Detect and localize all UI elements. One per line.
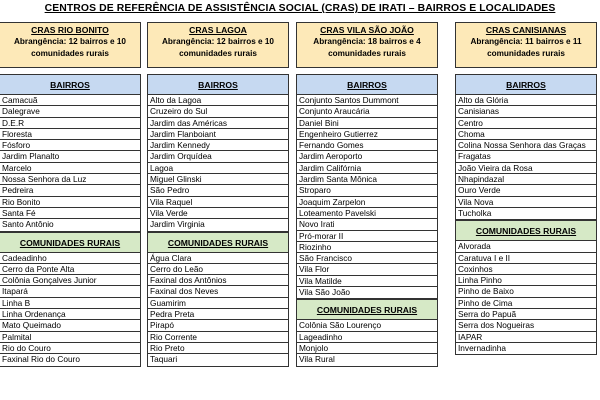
bairros-heading: BAIRROS bbox=[296, 74, 438, 94]
list-item: Faxinal Rio do Couro bbox=[2, 354, 80, 365]
list-item: Serra do Papuã bbox=[456, 309, 596, 320]
list-item: Taquari bbox=[150, 354, 178, 365]
cras-name: CRAS RIO BONITO bbox=[31, 25, 109, 35]
list-item: D.E.R bbox=[0, 118, 140, 129]
list-item: Faxinal dos Antônios bbox=[148, 275, 288, 286]
list-item: Cadeadinho bbox=[0, 253, 140, 264]
cras-header bbox=[455, 22, 597, 68]
list-item: Pedreira bbox=[0, 185, 140, 196]
list-item: Loteamento Pavelski bbox=[297, 208, 437, 219]
list-item: Pinho de Baixo bbox=[456, 286, 596, 297]
list-item: Linha Ordenança bbox=[0, 309, 140, 320]
list-item: Santa Fé bbox=[0, 208, 140, 219]
list-item: Pedra Preta bbox=[148, 309, 288, 320]
list-item: Vila São João bbox=[299, 287, 351, 298]
page-title: CENTROS DE REFERÊNCIA DE ASSISTÊNCIA SOCIAL (CRAS) DE IRATI – BAIRROS E LOCALIDADES bbox=[44, 3, 556, 14]
list-item: Jardim Orquídea bbox=[148, 151, 288, 162]
comunidades-heading: COMUNIDADES RURAIS bbox=[0, 232, 141, 252]
list-item: Vila Raquel bbox=[148, 197, 288, 208]
cras-scope: Abrangência: 18 bairros e 4 comunidades rurais bbox=[313, 37, 421, 58]
list-item: Engenheiro Gutierrez bbox=[297, 129, 437, 140]
list-item: Lageadinho bbox=[297, 332, 437, 343]
comunidades-heading: COMUNIDADES RURAIS bbox=[147, 232, 289, 252]
list-item: Vila Nova bbox=[456, 197, 596, 208]
list-item: Cerro da Ponte Alta bbox=[0, 264, 140, 275]
list-item: Miguel Glinski bbox=[148, 174, 288, 185]
list-item: Ouro Verde bbox=[456, 185, 596, 196]
list-item: Vila Rural bbox=[299, 354, 335, 365]
list-item: Palmital bbox=[0, 332, 140, 343]
bairros-heading: BAIRROS bbox=[455, 74, 597, 94]
cras-column bbox=[296, 22, 438, 367]
list-item: Vila Verde bbox=[148, 208, 288, 219]
list-item: Fósforo bbox=[0, 140, 140, 151]
list-item: Vila Matilde bbox=[297, 276, 437, 287]
list-item: Invernadinha bbox=[458, 342, 506, 353]
list-item: Jardim Califórnia bbox=[297, 163, 437, 174]
list-item: Água Clara bbox=[148, 253, 288, 264]
list-item: São Pedro bbox=[148, 185, 288, 196]
list-item: Caratuva I e II bbox=[456, 253, 596, 264]
list-item: Colônia São Lourenço bbox=[297, 320, 437, 331]
list-item: Rio Bonito bbox=[0, 197, 140, 208]
comunidades-list bbox=[147, 252, 289, 367]
list-item: Colônia Gonçalves Junior bbox=[0, 275, 140, 286]
bairros-list bbox=[147, 94, 289, 232]
bairros-heading: BAIRROS bbox=[0, 74, 141, 94]
list-item: Faxinal dos Neves bbox=[148, 286, 288, 297]
list-item: Camacuã bbox=[0, 95, 140, 106]
list-item: Jardim Flanboiant bbox=[148, 129, 288, 140]
list-item: Tucholka bbox=[458, 207, 492, 218]
list-item: Fernando Gomes bbox=[297, 140, 437, 151]
cras-header bbox=[0, 22, 141, 68]
list-item: Alvorada bbox=[456, 241, 596, 252]
list-item: Jardim Aeroporto bbox=[297, 151, 437, 162]
list-item: Centro bbox=[456, 118, 596, 129]
list-item: Serra dos Nogueiras bbox=[456, 320, 596, 331]
list-item: Vila Flor bbox=[297, 264, 437, 275]
list-item: Cerro do Leão bbox=[148, 264, 288, 275]
list-item: Novo Irati bbox=[297, 219, 437, 230]
list-item: Monjolo bbox=[297, 343, 437, 354]
cras-header bbox=[296, 22, 438, 68]
cras-column bbox=[455, 22, 597, 355]
list-item: Jardim Planalto bbox=[0, 151, 140, 162]
list-item: Stroparo bbox=[297, 185, 437, 196]
list-item: Conjunto Araucária bbox=[297, 106, 437, 117]
list-item: IAPAR bbox=[456, 332, 596, 343]
list-item: Floresta bbox=[0, 129, 140, 140]
cras-column bbox=[0, 22, 141, 367]
list-item: Daniel Bini bbox=[297, 118, 437, 129]
cras-scope: Abrangência: 12 bairros e 10 comunidades rurais bbox=[162, 37, 274, 58]
list-item: Colina Nossa Senhora das Graças bbox=[456, 140, 596, 151]
bairros-list bbox=[455, 94, 597, 220]
list-item: Rio Corrente bbox=[148, 332, 288, 343]
list-item: Cruzeiro do Sul bbox=[148, 106, 288, 117]
list-item: Mato Queimado bbox=[0, 320, 140, 331]
list-item: Linha Pinho bbox=[456, 275, 596, 286]
comunidades-list bbox=[455, 240, 597, 355]
list-item: Choma bbox=[456, 129, 596, 140]
list-item: Alto da Glória bbox=[456, 95, 596, 106]
list-item: Rio do Couro bbox=[0, 343, 140, 354]
list-item: Alto da Lagoa bbox=[148, 95, 288, 106]
list-item: Santo Antônio bbox=[2, 219, 54, 230]
list-item: Marcelo bbox=[0, 163, 140, 174]
list-item: Pró-morar II bbox=[297, 231, 437, 242]
list-item: Pinho de Cima bbox=[456, 298, 596, 309]
list-item: Coxinhos bbox=[456, 264, 596, 275]
list-item: Lagoa bbox=[148, 163, 288, 174]
comunidades-list bbox=[296, 319, 438, 366]
list-item: São Francisco bbox=[297, 253, 437, 264]
cras-name: CRAS VILA SÃO JOÃO bbox=[320, 25, 414, 35]
list-item: Jardim Santa Mônica bbox=[297, 174, 437, 185]
list-item: Guamirim bbox=[148, 298, 288, 309]
list-item: Jardim Virginia bbox=[150, 219, 205, 230]
cras-column bbox=[147, 22, 289, 367]
comunidades-list bbox=[0, 252, 141, 367]
list-item: Dalegrave bbox=[0, 106, 140, 117]
comunidades-heading: COMUNIDADES RURAIS bbox=[455, 220, 597, 240]
cras-name: CRAS LAGOA bbox=[189, 25, 247, 35]
list-item: Itapará bbox=[0, 286, 140, 297]
cras-header bbox=[147, 22, 289, 68]
bairros-heading: BAIRROS bbox=[147, 74, 289, 94]
cras-scope: Abrangência: 12 bairros e 10 comunidades rurais bbox=[14, 37, 126, 58]
cras-scope: Abrangência: 11 bairros e 11 comunidades rurais bbox=[470, 37, 582, 58]
list-item: Conjunto Santos Dummont bbox=[297, 95, 437, 106]
bairros-list bbox=[0, 94, 141, 232]
list-item: Joaquim Zarpelon bbox=[297, 197, 437, 208]
list-item: Nossa Senhora da Luz bbox=[0, 174, 140, 185]
comunidades-heading: COMUNIDADES RURAIS bbox=[296, 299, 438, 319]
list-item: Linha B bbox=[0, 298, 140, 309]
list-item: Canisianas bbox=[456, 106, 596, 117]
list-item: Fragatas bbox=[456, 151, 596, 162]
list-item: Nhapindazal bbox=[456, 174, 596, 185]
list-item: Pirapó bbox=[148, 320, 288, 331]
list-item: Jardim Kennedy bbox=[148, 140, 288, 151]
bairros-list bbox=[296, 94, 438, 299]
list-item: Riozinho bbox=[297, 242, 437, 253]
list-item: Jardim das Américas bbox=[148, 118, 288, 129]
list-item: Rio Preto bbox=[148, 343, 288, 354]
cras-name: CRAS CANISIANAS bbox=[485, 25, 567, 35]
list-item: João Vieira da Rosa bbox=[456, 163, 596, 174]
